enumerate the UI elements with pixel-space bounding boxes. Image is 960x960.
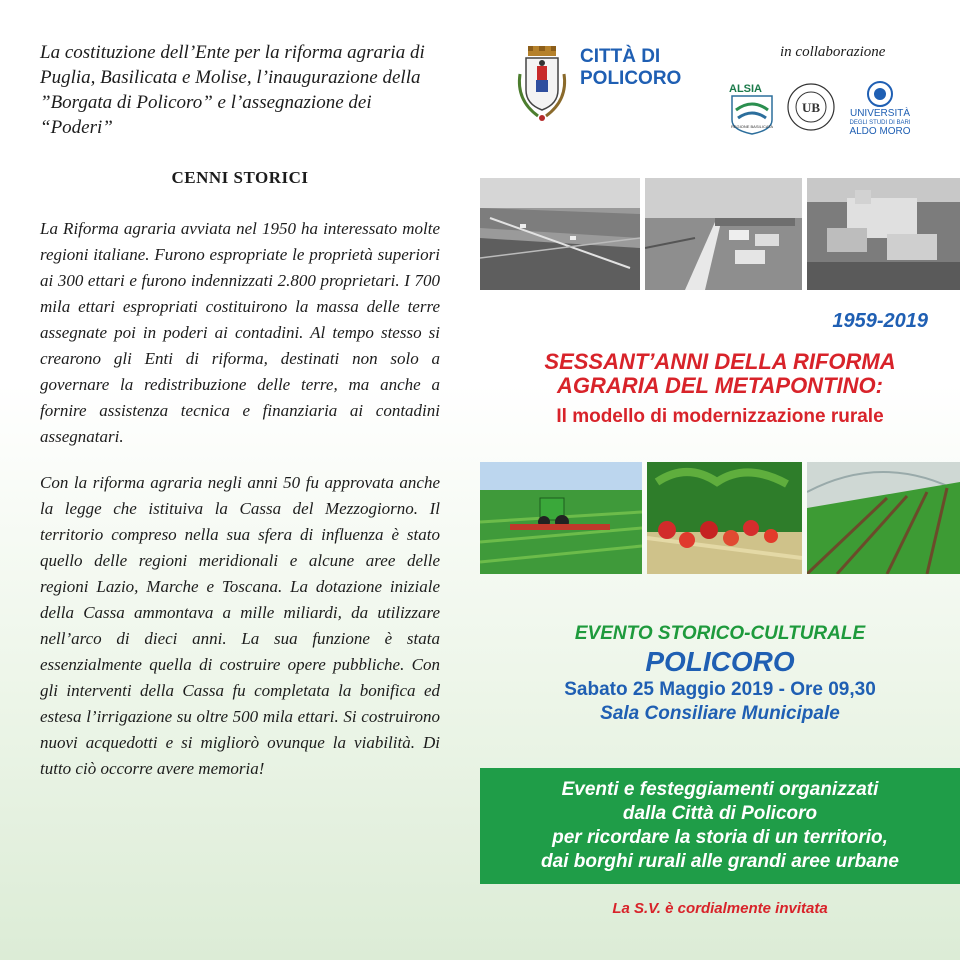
- section-title: CENNI STORICI: [171, 168, 309, 187]
- photo-strawberries: [647, 462, 802, 574]
- alsia-logo-text: ALSIA: [729, 83, 762, 95]
- historical-photo-castle-town: [807, 178, 960, 290]
- history-paragraph-2: Con la riforma agraria negli anni 50 fu approvata anche la legge che istituiva la Cassa del Mezzogiorno. Il territorio compreso nella sua sfera di influenza è stato quello delle regioni meridionali e alcune aree delle regioni Lazio, Marche e Toscana. La dotazione iniziale della Cassa ammontava a mille miliardi, da utilizzare nell’arco di dieci anni. La sua funzione è stata essenzialmente quella di costruire opere pubbliche. Con gli interventi della Cassa fu completata la bonifica ed estesa l’irrigazione su oltre 500 mila ettari. Si costruirono nuovi acquedotti e si migliorò ovunque la viabilità. Di tutto ciò occorre avere memoria!: [40, 473, 440, 778]
- alsia-logo-subtext: REGIONE BASILICATA: [730, 124, 774, 129]
- alsia-logo: [726, 80, 778, 136]
- aldo-moro-line1: UNIVERSITÀ: [849, 108, 911, 119]
- history-paragraph-1: La Riforma agraria avviata nel 1950 ha interessato molte regioni italiane. Furono espropriate le proprietà superiori ai 300 ettari e furono indennizzati 2.800 proprietari. I 700 mila ettari espropriati costituirono la massa delle terre assegnate poi in poderi ai contadini. Al tempo stesso si crearono gli Enti di riforma, destinati non solo a governare la redistribuzione delle terre, ma anche a fornire assistenza tecnica e finanziaria ai contadini assegnatari.: [40, 219, 440, 446]
- city-crest-icon: [512, 44, 572, 128]
- city-name-line1: CITTÀ DI: [580, 46, 661, 67]
- event-description-line1: Eventi e festeggiamenti organizzati: [561, 779, 879, 800]
- svg-text:UB: UB: [801, 100, 821, 115]
- collaboration-label: in collaborazione: [780, 44, 886, 60]
- event-description-line4: dai borghi rurali alle grandi aree urbane: [541, 851, 899, 872]
- event-venue: Sala Consiliare Municipale: [600, 703, 840, 724]
- subheadline: Il modello di modernizzazione rurale: [556, 406, 884, 427]
- historical-photo-aerial-fields: [480, 178, 640, 290]
- aldo-moro-university-logo: [842, 80, 918, 140]
- headline-line1: SESSANT’ANNI DELLA RIFORMA: [544, 349, 896, 374]
- event-description-line3: per ricordare la storia di un territorio,: [552, 827, 888, 848]
- aldo-moro-line3: ALDO MORO: [849, 126, 911, 137]
- event-info: [480, 622, 960, 726]
- event-city: POLICORO: [645, 646, 795, 677]
- event-date: Sabato 25 Maggio 2019 - Ore 09,30: [564, 679, 876, 700]
- city-name: [580, 46, 681, 90]
- aldo-moro-line2: DEGLI STUDI DI BARI: [849, 120, 911, 126]
- uniba-seal-logo: [786, 82, 836, 132]
- anniversary-years: 1959-2019: [832, 310, 928, 332]
- photo-tractor-field: [480, 462, 642, 574]
- left-column: [40, 40, 440, 782]
- city-name-line2: POLICORO: [580, 68, 682, 89]
- historical-photo-village-road: [645, 178, 802, 290]
- headline-line2: AGRARIA DEL METAPONTINO:: [557, 373, 883, 398]
- event-description-box: [480, 768, 960, 884]
- photo-greenhouse: [807, 462, 960, 574]
- headline: [480, 350, 960, 398]
- event-type: EVENTO STORICO-CULTURALE: [574, 623, 866, 644]
- event-description-line2: dalla Città di Policoro: [622, 803, 818, 824]
- intro-text: La costituzione dell’Ente per la riforma agraria di Puglia, Basilicata e Molise, l’inaugurazione della ”Borgata di Policoro” e l’assegnazione dei “Poderi”: [40, 42, 425, 138]
- invitation-note: La S.V. è cordialmente invitata: [612, 900, 828, 917]
